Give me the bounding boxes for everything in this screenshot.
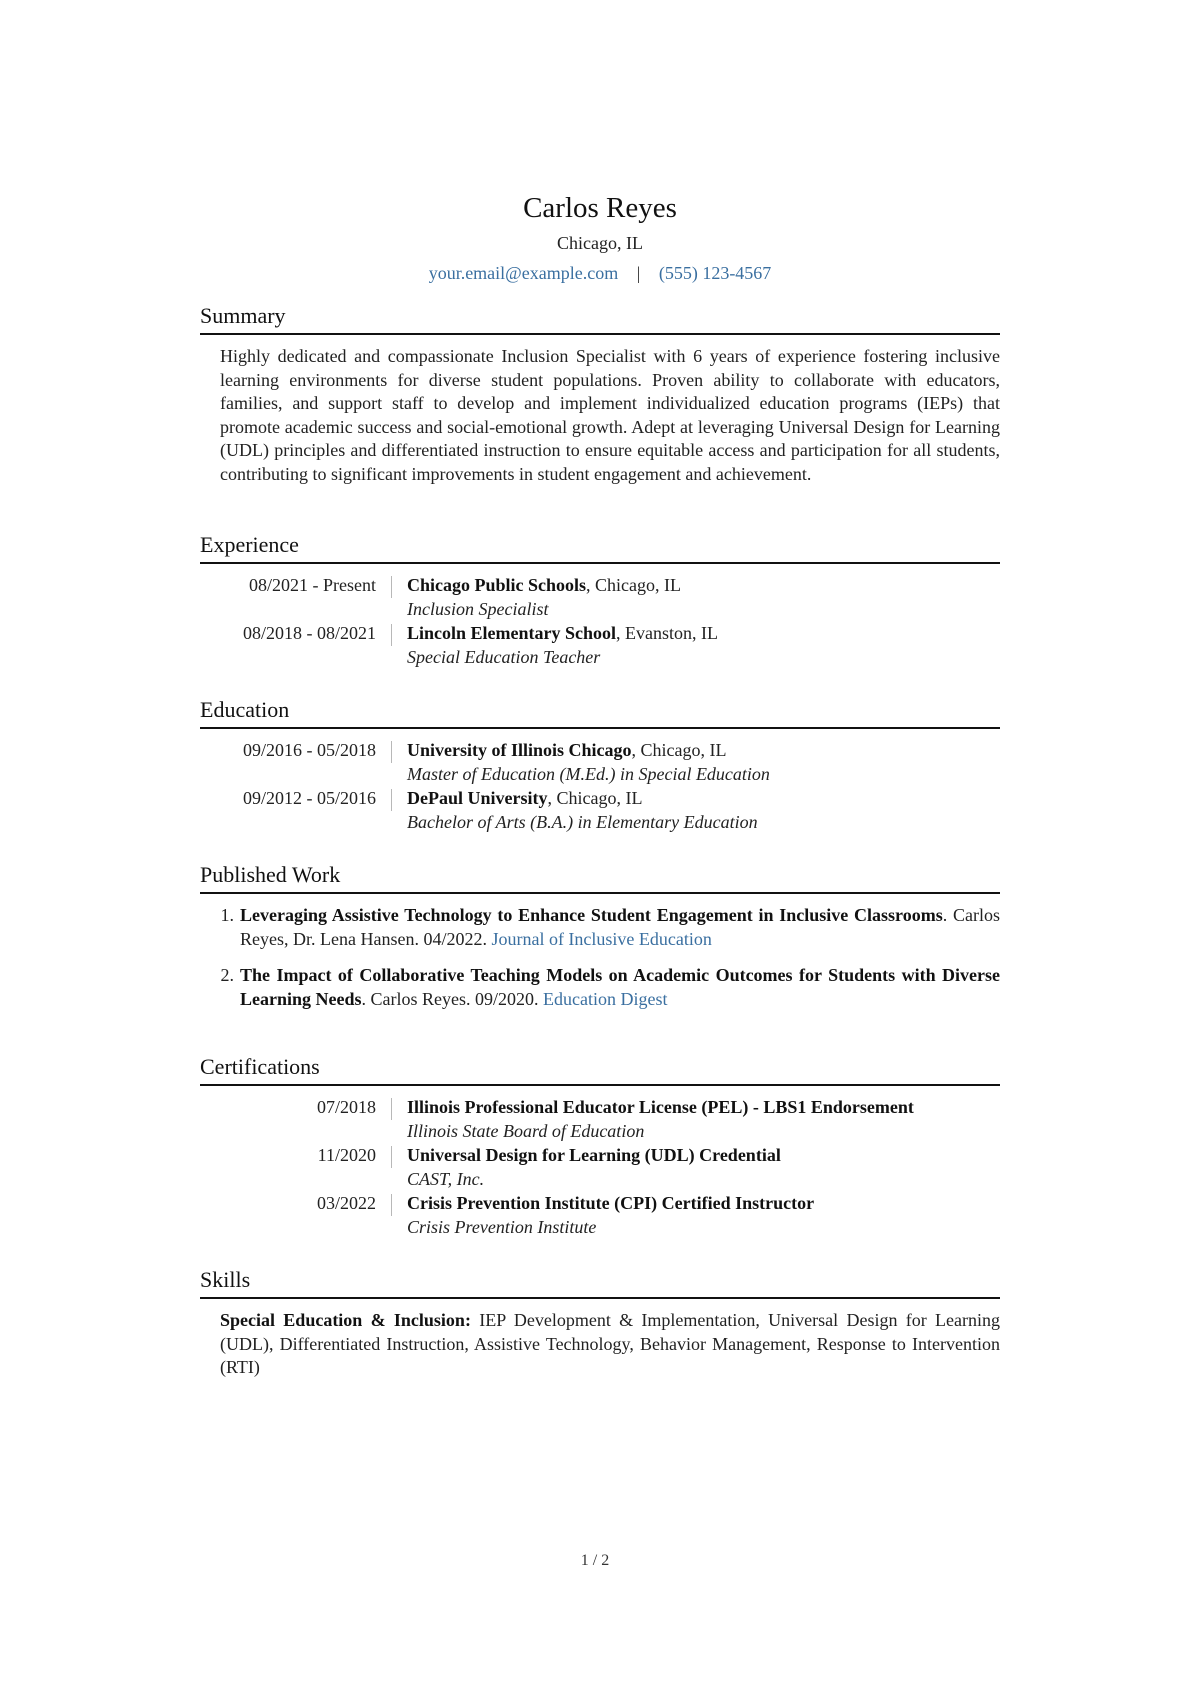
publication-item — [200, 964, 1000, 1011]
contact-line — [200, 261, 1000, 285]
entry-org: DePaul University — [407, 788, 548, 808]
entry-date: 09/2016 - 05/2018 — [243, 740, 376, 760]
summary-text: Highly dedicated and compassionate Inclusion Specialist with 6 years of experience fostering inclusive learning environments for diverse student populations. Proven ability to collaborate with educators, families, and support staff to develop and implement individualized education programs (IEPs) that promote academic success and social-emotional growth. Adept at leveraging Universal Design for Learning (UDL) principles and differentiated instruction to ensure equitable access and participation for all students, contributing to significant improvements in student engagement and achievement. — [220, 346, 1000, 484]
entry-divider — [391, 741, 392, 763]
entry-divider — [391, 624, 392, 646]
education-heading: Education — [200, 697, 1000, 729]
skill-category: Special Education & Inclusion: — [220, 1310, 471, 1330]
entry-body — [407, 574, 681, 621]
publication-title: The Impact of Collaborative Teaching Models on Academic Outcomes for Students with Diverse Learning Needs — [240, 965, 1000, 1009]
publication-details: . Carlos Reyes, Dr. Lena Hansen. 04/2022. — [240, 905, 1000, 949]
entry-body — [407, 1144, 781, 1191]
skills-heading: Skills — [200, 1267, 1000, 1299]
entry-org: University of Illinois Chicago — [407, 740, 632, 760]
entry-divider — [391, 789, 392, 811]
certification-entry — [200, 1096, 1000, 1143]
phone-link[interactable]: (555) 123-4567 — [658, 263, 772, 283]
entry-body — [407, 1192, 814, 1239]
summary-section — [200, 303, 1000, 486]
entry-date: 07/2018 — [316, 1097, 376, 1117]
entry-date: 08/2021 - Present — [249, 575, 376, 595]
entry-place: , Chicago, IL — [586, 575, 682, 595]
entry-body — [407, 1096, 914, 1143]
certification-issuer: CAST, Inc. — [407, 1168, 485, 1189]
certifications-heading: Certifications — [200, 1054, 1000, 1086]
publication-number: 1. — [220, 905, 234, 925]
experience-heading: Experience — [200, 532, 1000, 564]
entry-divider — [391, 1146, 392, 1168]
entry-divider — [391, 1098, 392, 1120]
certification-name: Crisis Prevention Institute (CPI) Certified Instructor — [407, 1193, 815, 1213]
entry-degree: Bachelor of Arts (B.A.) in Elementary Education — [407, 811, 758, 832]
skill-list: IEP Development & Implementation, Universal Design for Learning (UDL), Differentiated Instruction, Assistive Technology, Behavior Management, Response to Intervention (RTI) — [220, 1310, 1001, 1377]
education-section — [200, 697, 1000, 835]
certification-entry — [200, 1192, 1000, 1239]
entry-org: Chicago Public Schools — [407, 575, 587, 595]
publication-title: Leveraging Assistive Technology to Enhance Student Engagement in Inclusive Classrooms — [240, 905, 943, 925]
entry-body — [407, 739, 770, 786]
page-number: 1 / 2 — [580, 1552, 610, 1569]
education-entry — [200, 787, 1000, 834]
entry-role: Special Education Teacher — [407, 646, 601, 667]
experience-entry — [200, 622, 1000, 669]
entry-divider — [391, 576, 392, 598]
experience-section — [200, 532, 1000, 670]
entry-degree: Master of Education (M.Ed.) in Special Education — [407, 763, 770, 784]
certification-name: Illinois Professional Educator License (PEL) - LBS1 Endorsement — [407, 1097, 914, 1117]
candidate-name: Carlos Reyes — [523, 192, 677, 224]
skills-section — [200, 1267, 1000, 1380]
resume-header — [200, 190, 1000, 285]
certification-issuer: Crisis Prevention Institute — [407, 1216, 597, 1237]
contact-separator: | — [636, 263, 641, 283]
publication-venue-link[interactable]: Journal of Inclusive Education — [491, 928, 712, 949]
candidate-location: Chicago, IL — [557, 233, 643, 253]
entry-date: 09/2012 - 05/2016 — [243, 788, 376, 808]
entry-date: 08/2018 - 08/2021 — [243, 623, 376, 643]
entry-place: , Chicago, IL — [547, 788, 643, 808]
entry-place: , Chicago, IL — [631, 740, 727, 760]
certification-name: Universal Design for Learning (UDL) Credential — [407, 1145, 781, 1165]
certification-issuer: Illinois State Board of Education — [407, 1120, 645, 1141]
publication-list — [200, 904, 1000, 1011]
published-work-section — [200, 862, 1000, 1024]
entry-date: 03/2022 — [316, 1193, 376, 1213]
education-entry — [200, 739, 1000, 786]
entry-org: Lincoln Elementary School — [407, 623, 617, 643]
entry-body — [407, 787, 758, 834]
publication-details: . Carlos Reyes. 09/2020. — [361, 988, 543, 1009]
entry-date: 11/2020 — [317, 1145, 376, 1165]
entry-divider — [391, 1194, 392, 1216]
email-link[interactable]: your.email@example.com — [428, 263, 619, 283]
published-work-heading: Published Work — [200, 862, 1000, 894]
certifications-section — [200, 1054, 1000, 1240]
publication-number: 2. — [220, 965, 234, 985]
entry-place: , Evanston, IL — [616, 623, 718, 643]
publication-item — [200, 904, 1000, 951]
summary-heading: Summary — [200, 303, 1000, 335]
certification-entry — [200, 1144, 1000, 1191]
entry-body — [407, 622, 718, 669]
entry-role: Inclusion Specialist — [407, 598, 549, 619]
publication-venue-link[interactable]: Education Digest — [543, 988, 668, 1009]
experience-entry — [200, 574, 1000, 621]
skills-text — [220, 1309, 1000, 1380]
